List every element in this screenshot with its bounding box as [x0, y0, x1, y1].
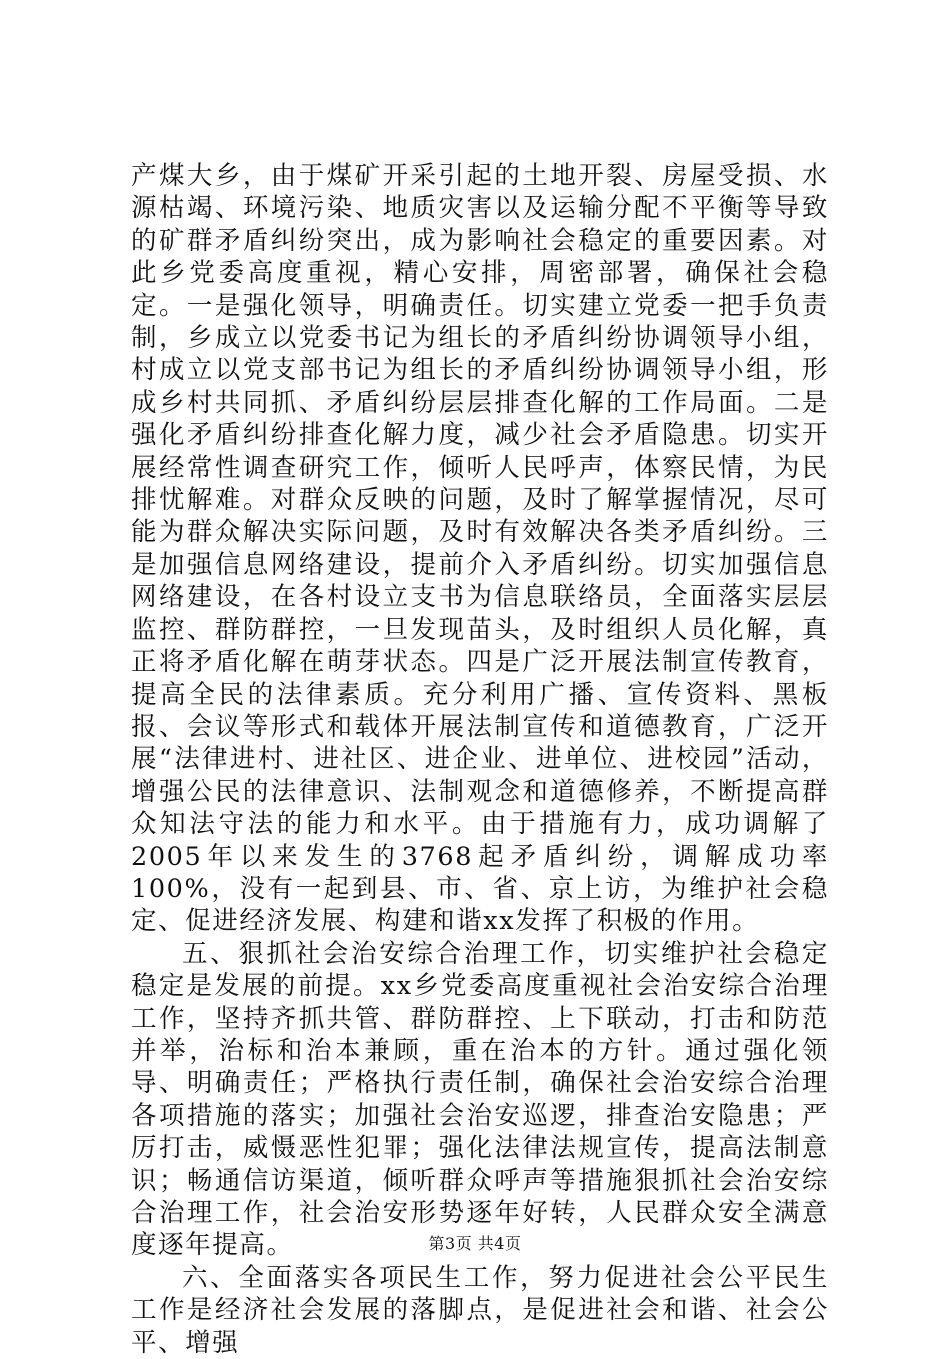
document-body	[131, 160, 829, 1359]
paragraph-section-five: 五、狠抓社会治安综合治理工作，切实维护社会稳定稳定是发展的前提。xx乡党委高度重视社会治安综合治理工作，坚持齐抓共管、群防群控、上下联动，打击和防范并举，治标和治本兼顾，重在治本的方针。通过强化领导、明确责任；严格执行责任制，确保社会治安综合治理各项措施的落实；加强社会治安巡逻，排查治安隐患；严厉打击，威慑恶性犯罪；强化法律法规宣传，提高法制意识；畅通信访渠道，倾听群众呼声等措施狠抓社会治安综合治理工作，社会治安形势逐年好转，人民群众安全满意度逐年提高。	[131, 938, 829, 1261]
paragraph-section-six: 六、全面落实各项民生工作，努力促进社会公平民生工作是经济社会发展的落脚点，是促进社会和谐、社会公平、增强	[131, 1262, 829, 1358]
paragraph-continuation: 产煤大乡，由于煤矿开采引起的土地开裂、房屋受损、水源枯竭、环境污染、地质灾害以及运输分配不平衡等导致的矿群矛盾纠纷突出，成为影响社会稳定的重要因素。对此乡党委高度重视，精心安排，周密部署，确保社会稳定。一是强化领导，明确责任。切实建立党委一把手负责制，乡成立以党委书记为组长的矛盾纠纷协调领导小组，村成立以党支部书记为组长的矛盾纠纷协调领导小组，形成乡村共同抓、矛盾纠纷层层排查化解的工作局面。二是强化矛盾纠纷排查化解力度，减少社会矛盾隐患。切实开展经常性调查研究工作，倾听人民呼声，体察民情，为民排忧解难。对群众反映的问题，及时了解掌握情况，尽可能为群众解决实际问题，及时有效解决各类矛盾纠纷。三是加强信息网络建设，提前介入矛盾纠纷。切实加强信息网络建设，在各村设立支书为信息联络员，全面落实层层监控、群防群控，一旦发现苗头，及时组织人员化解，真正将矛盾化解在萌芽状态。四是广泛开展法制宣传教育，提高全民的法律素质。充分利用广播、宣传资料、黑板报、会议等形式和载体开展法制宣传和道德教育，广泛开展“法律进村、进社区、进企业、进单位、进校园”活动，增强公民的法律意识、法制观念和道德修养，不断提高群众知法守法的能力和水平。由于措施有力，成功调解了2005年以来发生的3768起矛盾纠纷，调解成功率100%，没有一起到县、市、省、京上访，为维护社会稳定、促进经济发展、构建和谐xx发挥了积极的作用。	[131, 161, 829, 937]
page-number-footer: 第3页 共4页	[428, 1234, 522, 1253]
